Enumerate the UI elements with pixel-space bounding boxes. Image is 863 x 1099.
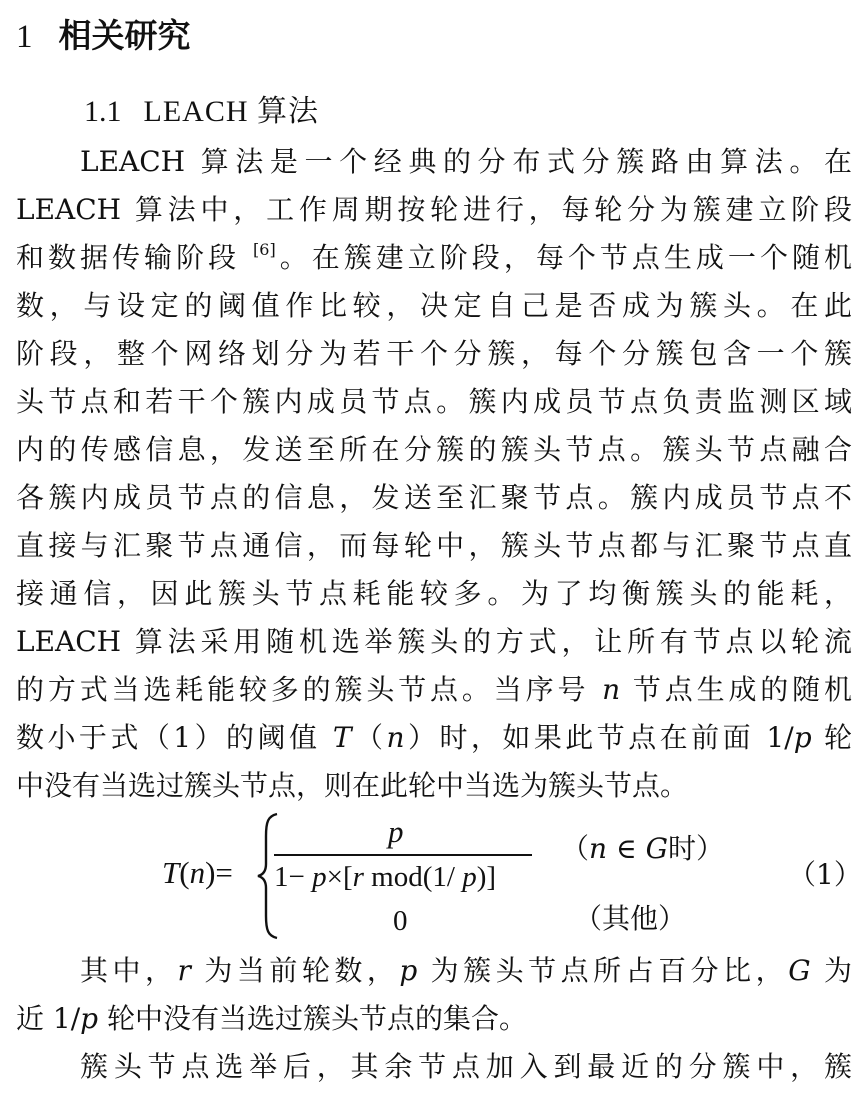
- para2-line-2: [16, 1000, 852, 1038]
- para1-line-12: [16, 671, 852, 709]
- text-run: 轮中没有当选过簇头节点的集合。: [107, 1002, 528, 1035]
- para1-line-5: 阶段，整个网络划分为若干个分簇，每个分簇包含一个簇: [16, 337, 852, 370]
- para1-line-3: [16, 239, 852, 277]
- fraction-bar: [274, 854, 532, 856]
- subsection-heading: [84, 92, 319, 132]
- var-n: n: [386, 721, 405, 754]
- text-run: 时，如果此节点在前面 1/: [439, 721, 794, 754]
- section-number: 1: [16, 19, 33, 55]
- var-G: G: [788, 954, 811, 987]
- text-run: 为: [823, 954, 852, 987]
- section-heading: [16, 14, 191, 59]
- section-title: 相关研究: [58, 16, 191, 55]
- text-run: 数小于式（1）的阈值: [16, 721, 321, 754]
- para1-line-8: 各簇内成员节点的信息，发送至汇聚节点。簇内成员节点不: [16, 481, 852, 514]
- subsection-title: LEACH 算法: [143, 95, 319, 128]
- para3-line-1: 簇头节点选举后，其余节点加入到最近的分簇中，簇: [80, 1050, 852, 1083]
- var-n: n: [189, 855, 206, 890]
- text-run: 为当前轮数，: [204, 954, 400, 987]
- subsection-number: 1.1: [84, 95, 122, 128]
- var-p: p: [462, 861, 477, 893]
- element-of: ∈: [607, 832, 646, 865]
- case-2-condition: （其他）: [574, 902, 687, 935]
- equation-1: [0, 808, 863, 944]
- var-p: p: [399, 954, 418, 987]
- text-run: 轮: [824, 721, 853, 754]
- var-T: T: [332, 721, 352, 754]
- var-G: G: [645, 832, 668, 865]
- text-run: 其中，: [80, 954, 178, 987]
- para1-line-1: LEACH 算法是一个经典的分布式分簇路由算法。在: [80, 145, 852, 178]
- text-run: ×[: [326, 861, 353, 893]
- text-run: 时: [667, 832, 696, 865]
- para1-line-10: 接通信，因此簇头节点耗能较多。为了均衡簇头的能耗，: [16, 577, 852, 610]
- para1-line-9: 直接与汇聚节点通信，而每轮中，簇头节点都与汇聚节点直: [16, 529, 852, 562]
- var-p: p: [793, 721, 812, 754]
- var-r: r: [177, 954, 191, 987]
- var-n: n: [589, 832, 608, 865]
- para1-line-11: LEACH 算法采用随机选举簇头的方式，让所有节点以轮流: [16, 625, 852, 658]
- para1-line-13: 数小于式（1）的阈值 T（n）时，如果此节点在前面 1/p 轮: [16, 721, 853, 754]
- case-2-value: 0: [393, 905, 408, 937]
- text-run: 近 1/: [16, 1002, 81, 1035]
- para1-line-6: 头节点和若干个簇内成员节点。簇内成员节点负责监测区域: [16, 385, 852, 418]
- var-T: T: [162, 855, 180, 890]
- fraction-numerator: p: [388, 814, 404, 849]
- para1-line-7: 内的传感信息，发送至所在分簇的簇头节点。簇头节点融合: [16, 433, 852, 466]
- para1-line-3-text: 和数据传输阶段: [16, 241, 241, 274]
- para1-line-2: LEACH 算法中，工作周期按轮进行，每轮分为簇建立阶段: [16, 193, 852, 226]
- var-r: r: [352, 861, 364, 893]
- para1-line-4: 数，与设定的阈值作比较，决定自己是否成为簇头。在此: [16, 289, 852, 322]
- var-n: n: [602, 673, 621, 706]
- para2-line-1: [80, 952, 852, 990]
- para1-line-3-rest: 。在簇建立阶段，每个节点生成一个随机: [275, 241, 852, 274]
- text-run: 1−: [274, 861, 313, 893]
- var-p: p: [312, 861, 327, 893]
- text-run: )]: [476, 861, 497, 893]
- text-run: 为簇头节点所占百分比，: [430, 954, 789, 987]
- case-1-condition: （n ∈ G时）: [561, 832, 724, 865]
- fraction-denominator: [274, 858, 496, 896]
- text-run: 节点生成的随机: [632, 673, 852, 706]
- equation-number: （1）: [788, 858, 862, 891]
- para1-line-14: 中没有当选过簇头节点，则在此轮中当选为簇头节点。: [16, 769, 689, 802]
- var-p: p: [80, 1002, 99, 1035]
- equation-lhs: T(n)=: [162, 855, 233, 890]
- text-run: 的方式当选耗能较多的簇头节点。当序号: [16, 673, 590, 706]
- citation[interactable]: [6]: [253, 240, 276, 259]
- text-run: mod(1/: [363, 861, 463, 893]
